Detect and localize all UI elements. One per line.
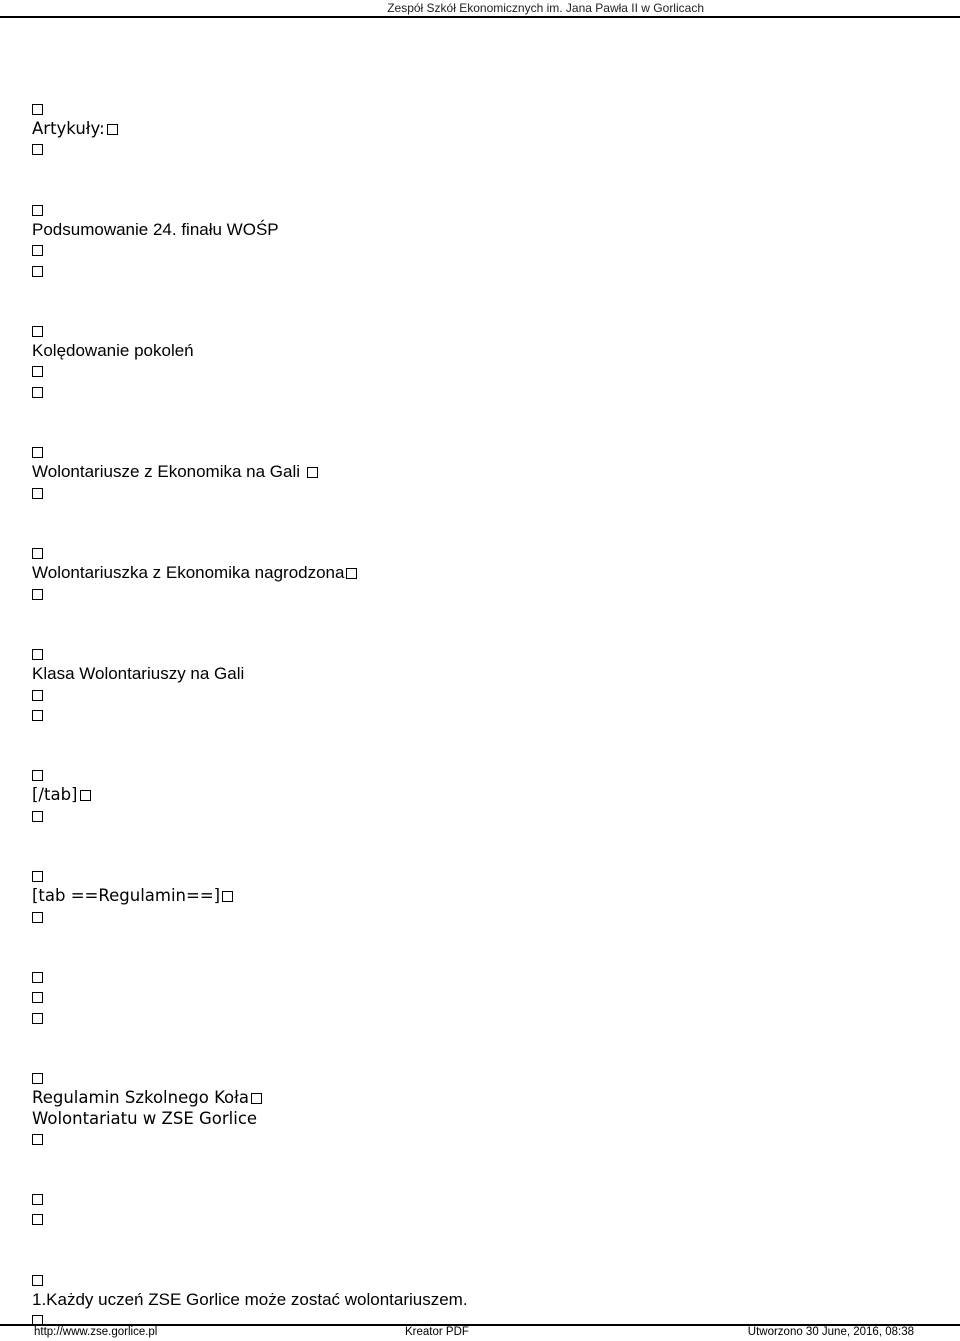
missing-glyph-icon bbox=[32, 972, 43, 983]
missing-glyph-icon bbox=[32, 245, 43, 256]
missing-glyph-icon bbox=[32, 1073, 43, 1084]
missing-glyph-icon bbox=[32, 871, 43, 882]
missing-glyph-icon bbox=[251, 1093, 262, 1104]
missing-glyph-icon bbox=[32, 589, 43, 600]
missing-glyph-icon bbox=[32, 326, 43, 337]
missing-glyph-icon bbox=[346, 568, 357, 579]
missing-glyph-icon bbox=[32, 912, 43, 923]
article-title: Wolontariusze z Ekonomika na Gali bbox=[32, 462, 301, 482]
article-title: Wolontariuszka z Ekonomika nagrodzona bbox=[32, 563, 345, 583]
header-divider bbox=[0, 16, 960, 18]
missing-glyph-icon bbox=[32, 1275, 43, 1286]
articles-label: Artykuły: bbox=[32, 119, 105, 139]
header-school-name: Zespół Szkół Ekonomicznych im. Jana Pawła II w Gorlicach bbox=[387, 1, 704, 15]
missing-glyph-icon bbox=[32, 1194, 43, 1205]
missing-glyph-icon bbox=[307, 467, 318, 478]
missing-glyph-icon bbox=[80, 790, 91, 801]
missing-glyph-icon bbox=[107, 124, 118, 135]
missing-glyph-icon bbox=[32, 266, 43, 277]
missing-glyph-icon bbox=[32, 770, 43, 781]
missing-glyph-icon bbox=[32, 690, 43, 701]
missing-glyph-icon bbox=[32, 144, 43, 155]
missing-glyph-icon bbox=[32, 488, 43, 499]
missing-glyph-icon bbox=[32, 205, 43, 216]
footer-url: http://www.zse.gorlice.pl bbox=[34, 1326, 158, 1338]
footer-created-date: Utworzono 30 June, 2016, 08:38 bbox=[747, 1326, 914, 1338]
missing-glyph-icon bbox=[32, 447, 43, 458]
article-title: Podsumowanie 24. finału WOŚP bbox=[32, 220, 279, 240]
article-title: Klasa Wolontariuszy na Gali bbox=[32, 664, 245, 684]
missing-glyph-icon bbox=[32, 387, 43, 398]
missing-glyph-icon bbox=[32, 811, 43, 822]
article-title: Kolędowanie pokoleń bbox=[32, 341, 194, 361]
footer-creator: Kreator PDF bbox=[405, 1326, 469, 1338]
missing-glyph-icon bbox=[32, 104, 43, 115]
missing-glyph-icon bbox=[32, 1214, 43, 1225]
missing-glyph-icon bbox=[32, 1134, 43, 1145]
missing-glyph-icon bbox=[222, 891, 233, 902]
missing-glyph-icon bbox=[32, 992, 43, 1003]
missing-glyph-icon bbox=[32, 548, 43, 559]
missing-glyph-icon bbox=[32, 366, 43, 377]
missing-glyph-icon bbox=[32, 1013, 43, 1024]
missing-glyph-icon bbox=[32, 710, 43, 721]
regulation-title-continued: Wolontariatu w ZSE Gorlice bbox=[32, 1108, 258, 1128]
regulation-rule: 1.Każdy uczeń ZSE Gorlice może zostać wolontariuszem. bbox=[32, 1290, 468, 1310]
document-body bbox=[32, 99, 932, 1331]
tab-open-marker: [tab ==Regulamin==] bbox=[32, 886, 221, 906]
regulation-title: Regulamin Szkolnego Koła bbox=[32, 1088, 249, 1108]
missing-glyph-icon bbox=[32, 649, 43, 660]
tab-close-marker: [/tab] bbox=[32, 785, 78, 805]
